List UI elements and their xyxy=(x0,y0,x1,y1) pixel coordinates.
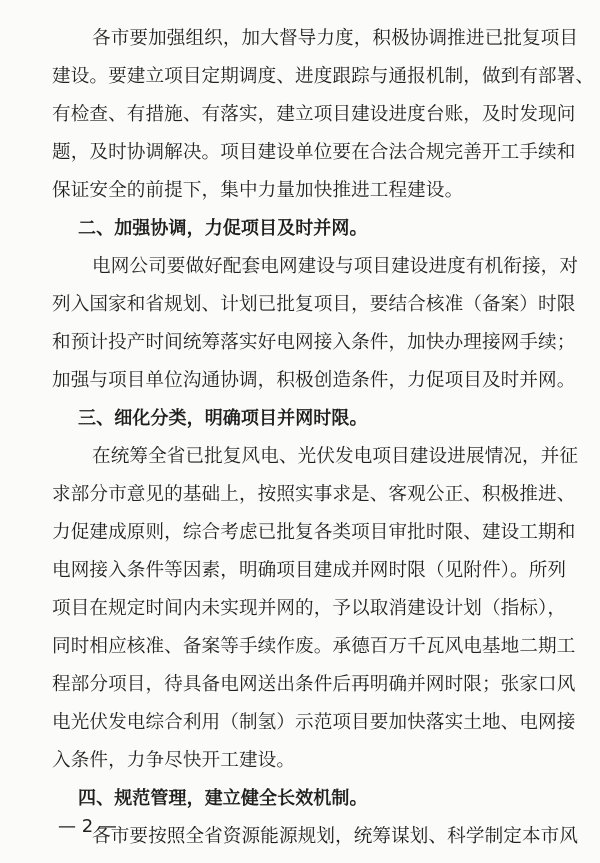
section-heading: 二、加强协调，力促项目及时并网。 xyxy=(78,218,368,239)
text-line: 加强与项目单位沟通协调，积极创造条件，力促项目及时并网。 xyxy=(52,370,576,391)
section-heading: 四、规范管理，建立健全长效机制。 xyxy=(78,788,368,809)
text-line: 求部分市意见的基础上，按照实事求是、客观公正、积极推进、 xyxy=(52,484,576,505)
text-line: 入条件，力争尽快开工建设。 xyxy=(52,750,296,771)
text-line: 题，及时协调解决。项目建设单位要在合法合规完善开工手续和 xyxy=(52,142,576,163)
text-line: 同时相应核准、备案等手续作废。承德百万千瓦风电基地二期工 xyxy=(52,636,576,657)
text-line: 建设。要建立项目定期调度、进度跟踪与通报机制，做到有部署、 xyxy=(52,66,595,87)
text-line: 列入国家和省规划、计划已批复项目，要结合核准（备案）时限 xyxy=(52,294,576,315)
text-line: 项目在规定时间内未实现并网的，予以取消建设计划（指标）， xyxy=(52,598,567,619)
section-heading: 三、细化分类，明确项目并网时限。 xyxy=(78,408,368,429)
text-line: 保证安全的前提下，集中力量加快推进工程建设。 xyxy=(52,180,464,201)
text-line: 有检查、有措施、有落实，建立项目建设进度台账，及时发现问 xyxy=(52,104,576,125)
text-line: 各市要加强组织，加大督导力度，积极协调推进已批复项目 xyxy=(92,28,579,49)
text-line: 电光伏发电综合利用（制氢）示范项目要加快落实土地、电网接 xyxy=(52,712,576,733)
text-line: 电网接入条件等因素，明确项目建成并网时限（见附件）。所列 xyxy=(52,560,567,581)
text-line: 在统筹全省已批复风电、光伏发电项目建设进展情况，并征 xyxy=(92,446,579,467)
text-line: 力促建成原则，综合考虑已批复各类项目审批时限、建设工期和 xyxy=(52,522,576,543)
text-line: 和预计投产时间统筹落实好电网接入条件，加快办理接网手续； xyxy=(52,332,576,353)
text-line: 程部分项目，待具备电网送出条件后再明确并网时限；张家口风 xyxy=(52,674,576,695)
text-line: 各市要按照全省资源能源规划，统筹谋划、科学制定本市风 xyxy=(92,826,579,847)
page-number: — 2 — xyxy=(58,816,117,837)
text-line: 电网公司要做好配套电网建设与项目建设进度有机衔接，对 xyxy=(92,256,579,277)
